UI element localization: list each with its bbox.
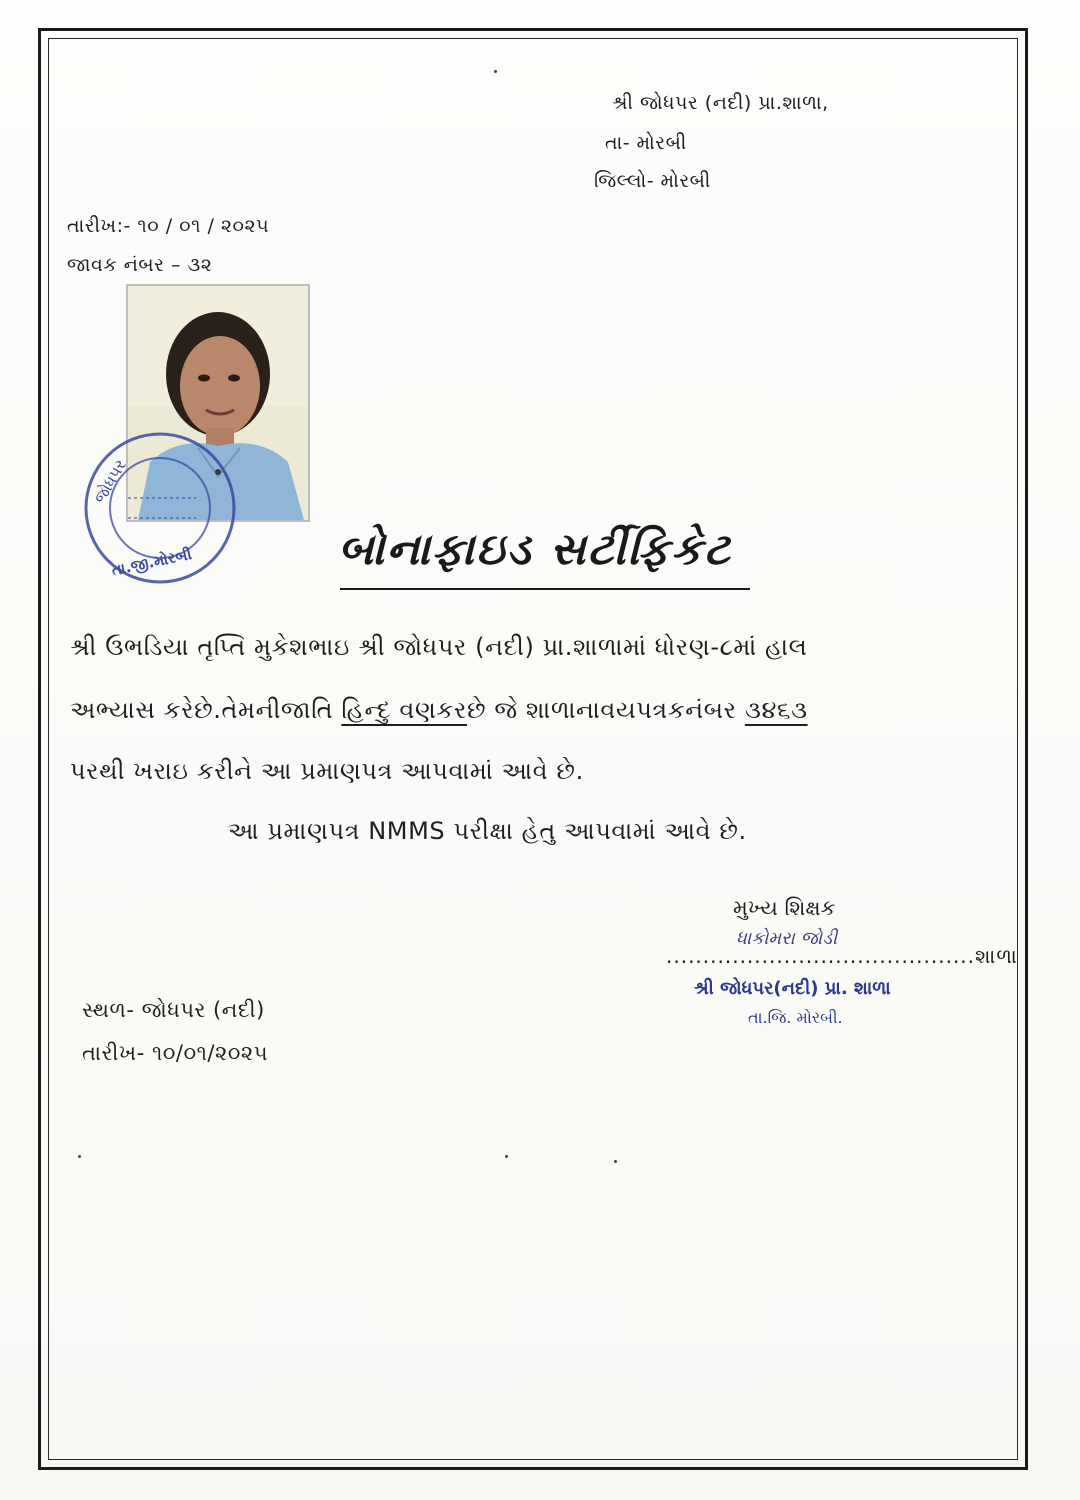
body-line-2-part-a: અભ્યાસ કરેછે.તેમનીજાતિ — [70, 696, 342, 724]
seal-text-bottom: તા.જી.મોરબી — [110, 544, 194, 580]
scan-speck — [505, 1155, 508, 1158]
scan-speck — [614, 1160, 617, 1163]
scan-speck — [78, 1155, 81, 1158]
inner-border — [48, 38, 1018, 1460]
body-line-1: શ્રી ઉભડિયા તૃપ્તિ મુકેશભાઇ શ્રી જોધપર (નદી) પ્રા.શાળામાં ધોરણ-૮માં હાલ — [70, 633, 808, 661]
school-seal — [78, 426, 242, 590]
place-label: સ્થળ- જોધપર (નદી) — [82, 998, 265, 1022]
school-stamp-line1: શ્રી જોધપર(નદી) પ્રા. શાળા — [694, 978, 891, 999]
seal-text-top: જોધપર — [90, 456, 131, 507]
purpose-line: આ પ્રમાણપત્ર NMMS પરીક્ષા હેતુ આપવામાં આવે છે. — [228, 817, 747, 845]
school-address-line3: જિલ્લો- મોરબી — [594, 170, 711, 192]
handwritten-signature: ધાકોમરા જોડી — [736, 928, 838, 949]
body-line-2-part-b: છે જે શાળાનાવયપત્રકનંબર — [466, 696, 745, 724]
body-line-3: પરથી ખરાઇ કરીને આ પ્રમાણપત્ર આપવામાં આવે છે. — [70, 757, 584, 785]
title-underline — [340, 588, 750, 590]
footer-date: તારીખ- ૧૦/૦૧/૨૦૨૫ — [82, 1041, 269, 1065]
outward-number: જાવક નંબર – ૩૨ — [67, 254, 213, 276]
signature-dots-line: ..........................................શાળા — [666, 944, 1018, 968]
certificate-title: બોનાફાઇડ સર્ટીફિકેટ — [338, 524, 732, 575]
caste-value: હિન્દુ વણકર — [341, 696, 467, 724]
school-stamp-line2: તા.જિ. મોરબી. — [748, 1008, 843, 1027]
school-address-line2: તા- મોરબી — [605, 132, 687, 154]
school-address-line1: શ્રી જોધપર (નદી) પ્રા.શાળા, — [612, 92, 829, 114]
body-line-2 — [70, 696, 808, 724]
headmaster-label: મુખ્ય શિક્ષક — [733, 896, 836, 920]
scan-speck — [494, 70, 497, 73]
register-number: ૩૪૬૩ — [744, 696, 808, 724]
issue-date: તારીખ:- ૧૦ / ૦૧ / ૨૦૨૫ — [67, 215, 270, 237]
